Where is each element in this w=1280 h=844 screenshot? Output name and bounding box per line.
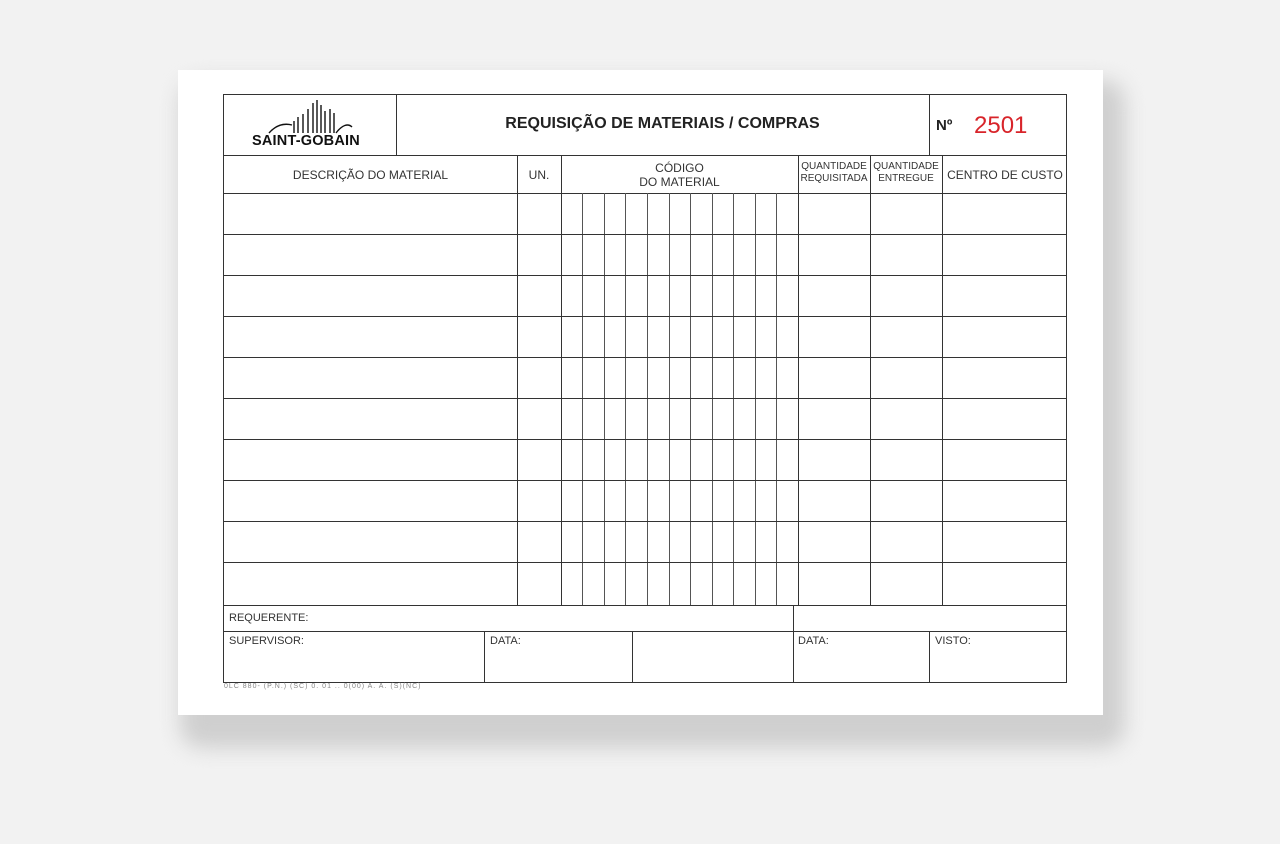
col-qtd-req-line2: REQUISITADA	[800, 173, 868, 184]
col-codigo-line2: DO MATERIAL	[639, 175, 720, 189]
logo	[224, 95, 396, 155]
col-qtd-entregue	[870, 161, 942, 185]
fine-print: 0LC 880- (P.N.) (SC) 0. 01 .. 0(00) A. A. (S)(NC)	[224, 683, 422, 690]
col-qtd-ent-line2: ENTREGUE	[878, 173, 934, 184]
number-label: Nº	[936, 117, 953, 134]
visto-label: VISTO:	[935, 635, 971, 647]
data-label-1: DATA:	[490, 635, 521, 647]
requerente-label: REQUERENTE:	[229, 612, 309, 624]
supervisor-label: SUPERVISOR:	[229, 635, 304, 647]
data-label-2: DATA:	[798, 635, 829, 647]
col-codigo	[561, 161, 798, 189]
col-qtd-ent-line1: QUANTIDADE	[873, 161, 939, 172]
requisition-form	[223, 94, 1067, 690]
col-centro-custo: CENTRO DE CUSTO	[947, 168, 1063, 182]
col-codigo-line1: CÓDIGO	[655, 161, 704, 175]
brand-name: SAINT-GOBAIN	[252, 133, 360, 149]
form-number: 2501	[974, 112, 1028, 139]
col-un: UN.	[528, 168, 550, 182]
col-descricao: DESCRIÇÃO DO MATERIAL	[292, 168, 449, 182]
col-qtd-req-line1: QUANTIDADE	[801, 161, 867, 172]
form-title: REQUISIÇÃO DE MATERIAIS / COMPRAS	[505, 115, 820, 132]
col-qtd-requisitada	[798, 161, 870, 185]
